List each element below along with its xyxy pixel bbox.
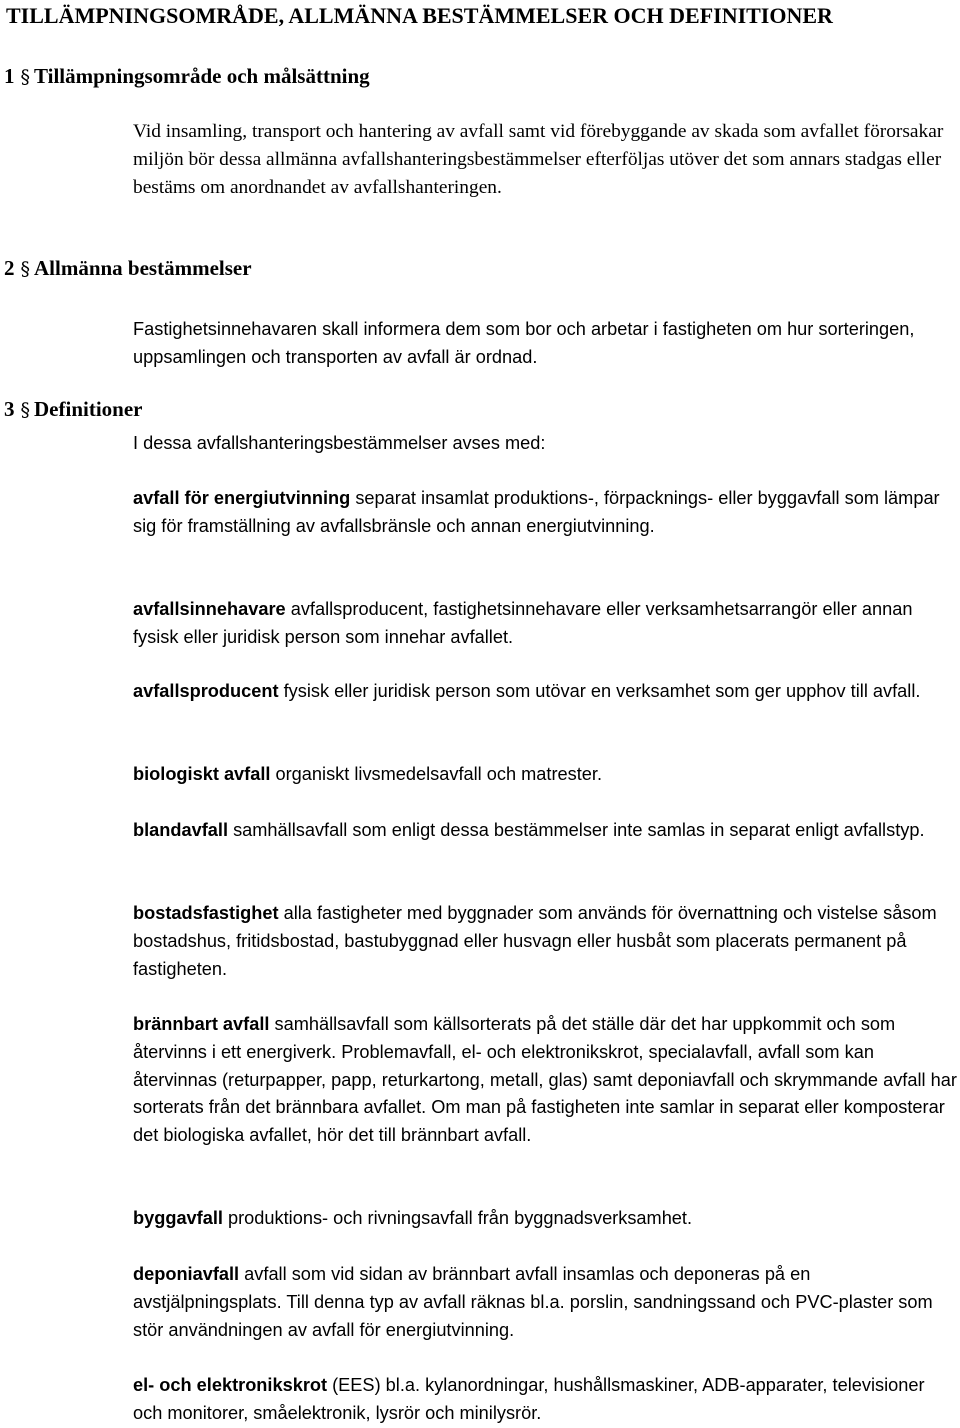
definition-text: separat insamlat produktions-, förpacknings- eller byggavfall som lämpar sig för framställning av avfallsbränsle och annan energiutvinning. bbox=[133, 488, 940, 536]
section-heading-1 bbox=[4, 62, 370, 91]
definition-text: produktions- och rivningsavfall från byggnadsverksamhet. bbox=[222, 1208, 693, 1228]
definition-term: avfall för energiutvinning bbox=[133, 488, 351, 508]
definition-term: el- och elektronikskrot bbox=[133, 1375, 328, 1395]
section-symbol: § bbox=[20, 258, 30, 280]
section-title: Definitioner bbox=[34, 397, 143, 421]
section-number: 3 bbox=[4, 397, 15, 421]
definition-text: avfallsproducent, fastighetsinnehavare eller verksamhetsarrangör eller annan fysisk eller juridisk person som innehar avfallet. bbox=[133, 599, 913, 647]
definition-term: byggavfall bbox=[133, 1208, 223, 1228]
definition-term: bostadsfastighet bbox=[133, 903, 279, 923]
definition-text: avfall som vid sidan av brännbart avfall insamlas och deponeras på en avstjälpningsplats. Till denna typ av avfall räknas bl.a. porslin, sandningssand och PVC-plaster som stör användningen av avfall för energiutvinning. bbox=[133, 1264, 933, 1340]
definition-term: blandavfall bbox=[133, 820, 229, 840]
definition-text: fysisk eller juridisk person som utövar en verksamhet som ger upphov till avfall. bbox=[278, 681, 921, 701]
definition-term: brännbart avfall bbox=[133, 1014, 270, 1034]
definition-item bbox=[133, 1011, 957, 1150]
section-heading-3 bbox=[4, 395, 142, 424]
definition-item bbox=[133, 1261, 957, 1344]
section-title: Allmänna bestämmelser bbox=[34, 256, 252, 280]
section-number: 2 bbox=[4, 256, 15, 280]
definition-item bbox=[133, 761, 957, 789]
definition-item bbox=[133, 596, 957, 652]
definition-term: biologiskt avfall bbox=[133, 764, 271, 784]
definition-item bbox=[133, 1372, 957, 1428]
section-heading-2 bbox=[4, 254, 252, 283]
definition-item bbox=[133, 1205, 957, 1233]
definition-item bbox=[133, 485, 957, 541]
section-2-paragraph: Fastighetsinnehavaren skall informera dem som bor och arbetar i fastigheten om hur sorteringen, uppsamlingen och transporten av avfall är ordnad. bbox=[133, 319, 915, 367]
definition-item bbox=[133, 678, 957, 706]
definition-item bbox=[133, 817, 957, 845]
definition-term: avfallsproducent bbox=[133, 681, 279, 701]
definition-text: samhällsavfall som enligt dessa bestämmelser inte samlas in separat enligt avfallstyp. bbox=[228, 820, 925, 840]
definitions-intro: I dessa avfallshanteringsbestämmelser avses med: bbox=[133, 433, 546, 453]
section-symbol: § bbox=[20, 66, 30, 88]
section-number: 1 bbox=[4, 64, 15, 88]
definition-text: alla fastigheter med byggnader som används för övernattning och vistelse såsom bostadshus, fritidsbostad, bastubyggnad eller husvagn eller husbåt som placerats permanent på fastigheten. bbox=[133, 903, 937, 979]
definition-text: (EES) bl.a. kylanordningar, hushållsmaskiner, ADB-apparater, televisioner och monitorer, småelektronik, lysrör och minilysrör. bbox=[133, 1375, 925, 1423]
definition-text: samhällsavfall som källsorterats på det ställe där det har uppkommit och som återvinns i ett energiverk. Problemavfall, el- och elektronikskrot, specialavfall, avfall som kan återvinnas (returpapper, papp, returkartong, metall, glas) samt deponiavfall och skrymmande avfall har sorterats från det brännbara avfallet. Om man på fastigheten inte samlar in separat eller komposterar det biologiska avfallet, hör det till brännbart avfall. bbox=[133, 1014, 957, 1146]
document-title: TILLÄMPNINGSOMRÅDE, ALLMÄNNA BESTÄMMELSER OCH DEFINITIONER bbox=[6, 3, 833, 28]
definition-term: deponiavfall bbox=[133, 1264, 240, 1284]
definition-term: avfallsinnehavare bbox=[133, 599, 286, 619]
definition-item bbox=[133, 900, 957, 983]
section-symbol: § bbox=[20, 399, 30, 421]
definition-text: organiskt livsmedelsavfall och matrester. bbox=[270, 764, 603, 784]
section-title: Tillämpningsområde och målsättning bbox=[34, 64, 370, 88]
section-1-paragraph: Vid insamling, transport och hantering av avfall samt vid förebyggande av skada som avfallet förorsakar miljön bör dessa allmänna avfallshanteringsbestämmelser efterföljas utöver det som annars stadgas eller bestäms om anordnandet av avfallshanteringen. bbox=[133, 121, 944, 198]
